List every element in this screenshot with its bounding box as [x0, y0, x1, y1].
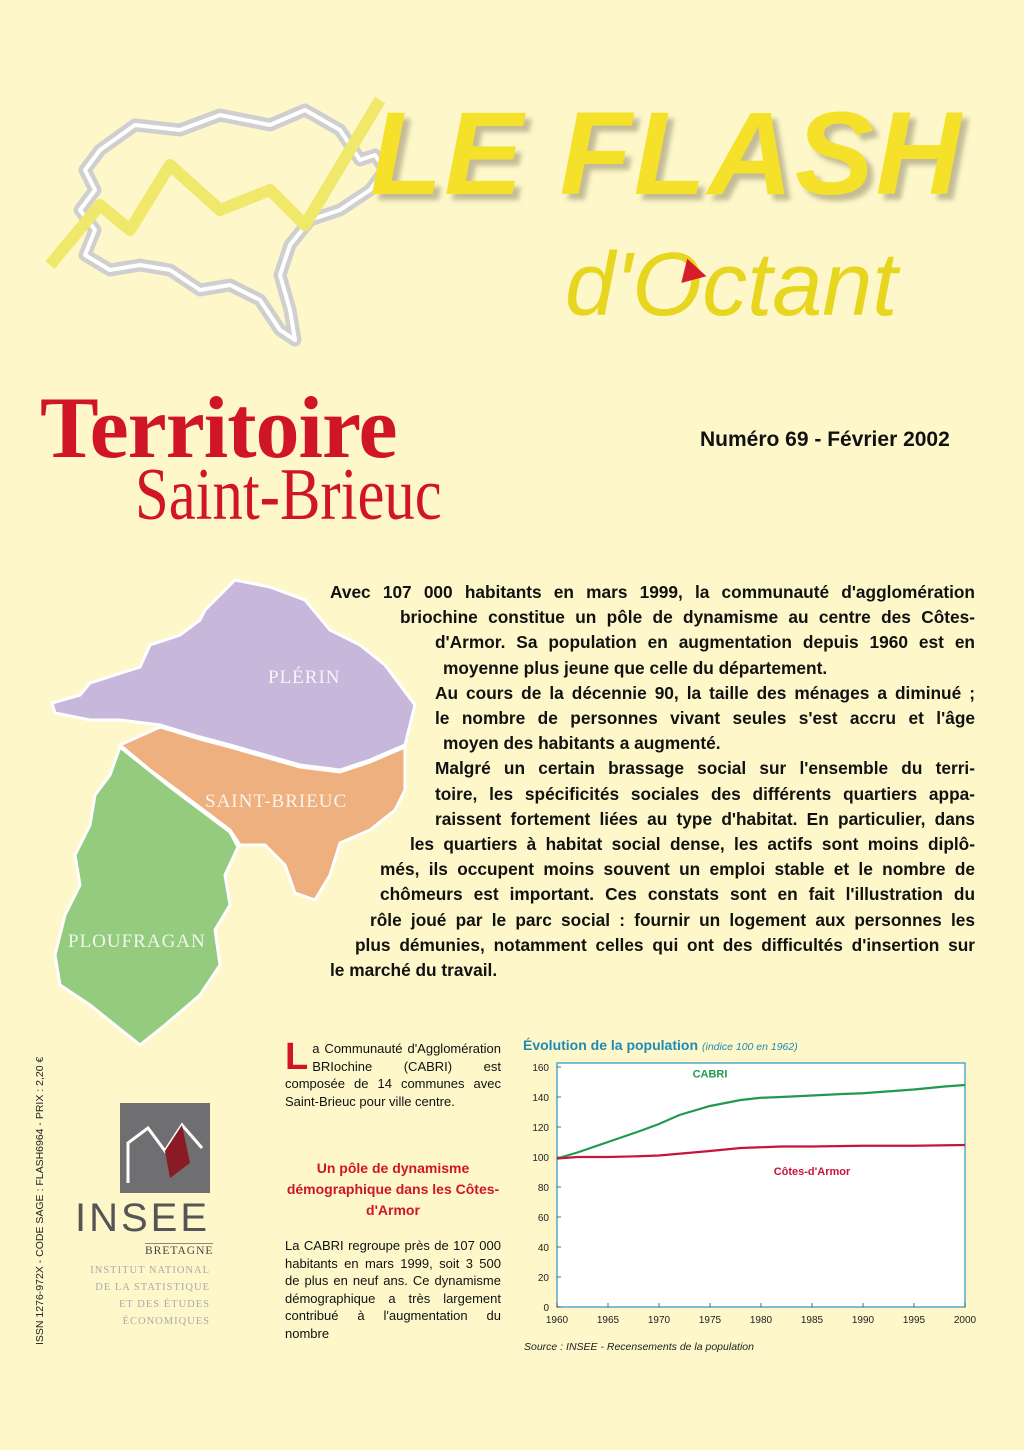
masthead-title: LE FLASH	[370, 88, 963, 220]
intro-line: Malgré un certain brassage social sur l'ensemble du terri-	[435, 758, 975, 779]
intro-line: plus démunies, notamment celles qui ont des difficultés d'insertion sur	[355, 934, 975, 955]
y-tick-label: 80	[537, 1183, 549, 1194]
intro-line: moyenne plus jeune que celle du département.	[443, 657, 828, 678]
masthead-subtitle: d'Octant	[565, 235, 898, 335]
y-tick-label: 140	[532, 1093, 549, 1104]
series-title: Territoire	[40, 380, 397, 477]
issn-price-line: ISSN 1276-972X - CODE SAGE : FLASH6964 - PRIX : 2,20 €	[34, 1056, 46, 1345]
y-tick-label: 0	[543, 1303, 549, 1314]
x-tick-label: 2000	[953, 1315, 977, 1326]
chart-title-text: Évolution de la population	[523, 1037, 698, 1053]
intro-line: rôle joué par le parc social : fournir un logement aux personnes les	[370, 909, 975, 930]
intro-line: més, ils occupent moins souvent un emploi stable et le nombre de	[380, 859, 975, 880]
series-label: CABRI	[692, 1068, 728, 1081]
y-tick-label: 160	[532, 1063, 549, 1074]
intro-line: Avec 107 000 habitants en mars 1999, la communauté d'agglomération	[330, 582, 975, 602]
x-tick-label: 1960	[545, 1315, 569, 1326]
article-paragraph-1-text: a Communauté d'Agglomération BRIochine (CABRI) est composée de 14 communes avec Saint-Brieuc pour ville centre.	[285, 1041, 501, 1109]
intro-line: briochine constitue un pôle de dynamisme au centre des Côtes-	[400, 607, 975, 628]
x-tick-label: 1975	[698, 1315, 722, 1326]
intro-line: d'Armor. Sa population en augmentation depuis 1960 est en	[435, 632, 975, 653]
intro-line: raissent fortement liées au type d'habitat. En particulier, dans	[435, 808, 975, 829]
x-tick-label: 1990	[851, 1315, 875, 1326]
insee-region: BRETAGNE	[145, 1245, 214, 1257]
intro-paragraph	[330, 580, 975, 983]
intro-line: le marché du travail.	[330, 960, 498, 980]
y-tick-label: 120	[532, 1123, 549, 1134]
y-tick-label: 40	[537, 1243, 549, 1254]
x-tick-label: 1985	[800, 1315, 824, 1326]
article-paragraph-1	[285, 1036, 501, 1110]
article-heading: Un pôle de dynamisme démographique dans les Côtes-d'Armor	[286, 1160, 500, 1218]
series-label: Côtes-d'Armor	[773, 1166, 851, 1178]
chart-source: Source : INSEE - Recensements de la population	[524, 1341, 754, 1353]
x-tick-label: 1980	[749, 1315, 773, 1326]
insee-wordmark: INSEE	[75, 1196, 211, 1240]
y-tick-label: 60	[537, 1213, 549, 1224]
intro-line: toire, les spécificités sociales des différents quartiers appa-	[435, 783, 975, 804]
drop-cap: L	[285, 1036, 309, 1078]
x-tick-label: 1995	[902, 1315, 926, 1326]
intro-line: moyen des habitants a augmenté.	[443, 733, 721, 754]
x-tick-label: 1970	[647, 1315, 671, 1326]
y-tick-label: 20	[537, 1273, 549, 1284]
map-label-plerin: PLÉRIN	[268, 667, 341, 688]
insee-logo-icon	[120, 1103, 210, 1193]
intro-line: Au cours de la décennie 90, la taille des ménages a diminué ;	[435, 682, 975, 703]
intro-line: les quartiers à habitat social dense, les actifs sont moins diplô-	[410, 834, 975, 854]
insee-institute-name: INSTITUT NATIONAL DE LA STATISTIQUE ET DES ÉTUDES ÉCONOMIQUES	[90, 1265, 210, 1327]
map-label-ploufragan: PLOUFRAGAN	[68, 931, 206, 952]
intro-line: chômeurs est important. Ces constats sont en fait l'illustration du	[380, 884, 975, 905]
plot-area	[557, 1063, 965, 1307]
map-label-saint-brieuc: SAINT-BRIEUC	[205, 791, 348, 812]
chart-subtitle: (indice 100 en 1962)	[702, 1041, 798, 1053]
chart-title	[523, 1037, 798, 1053]
y-tick-label: 100	[532, 1153, 549, 1164]
intro-line: le nombre de personnes vivant seules s'est accru et l'âge	[435, 708, 975, 728]
x-tick-label: 1965	[596, 1315, 620, 1326]
territory-name: Saint-Brieuc	[135, 454, 442, 536]
population-chart	[515, 1055, 985, 1340]
article-paragraph-2: La CABRI regroupe près de 107 000 habitants en mars 1999, soit 3 500 de plus en neuf ans. Ce dynamisme démographique a très largement contribué à l'augmentation du nombre	[285, 1238, 501, 1341]
issue-number: Numéro 69 - Février 2002	[700, 428, 950, 451]
